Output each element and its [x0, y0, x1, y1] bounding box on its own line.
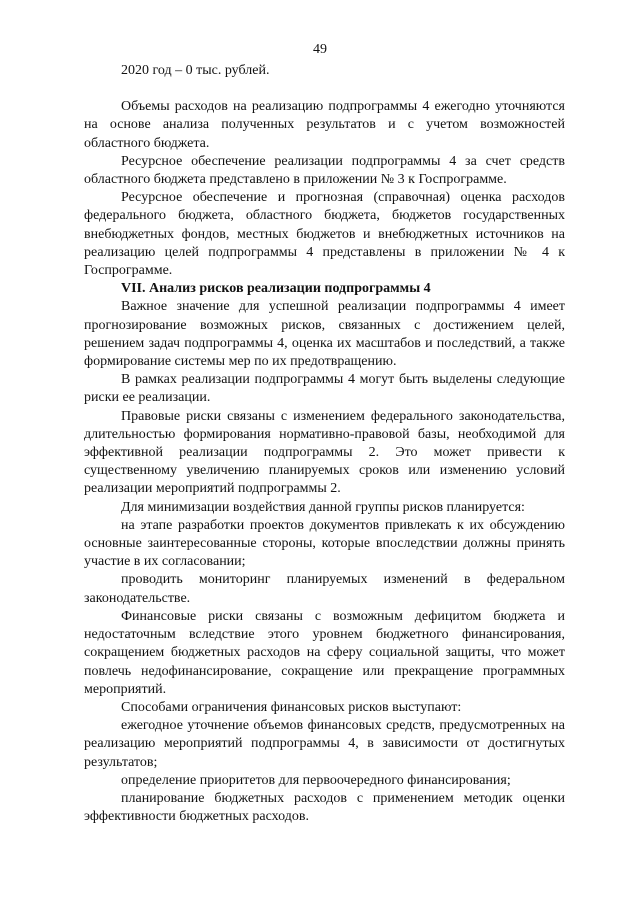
paragraph: 2020 год – 0 тыс. рублей. [121, 63, 270, 78]
paragraph: Объемы расходов на реализацию подпрограммы 4 ежегодно уточняются на основе анализа полученных результатов и с учетом возможностей областного бюджета. [84, 99, 565, 151]
paragraph: Ресурсное обеспечение реализации подпрограммы 4 за счет средств областного бюджета представлено в приложении № 3 к Госпрограмме. [84, 153, 565, 188]
paragraph: Ресурсное обеспечение и прогнозная (справочная) оценка расходов федерального бюджета, областного бюджета, бюджетов государственных внебюджетных фондов, местных бюджетов и внебюджетных источников на реализацию целей подпрограммы 4 представлены в приложении № 4 к Госпрограмме. [84, 190, 565, 279]
paragraph: Важное значение для успешной реализации подпрограммы 4 имеет прогнозирование возможных рисков, связанных с достижением целей, решением задач подпрограммы 4, оценка их масштабов и последствий, а также формирование системы мер по их предотвращению. [84, 299, 565, 370]
document-body [84, 62, 565, 826]
page-number: 49 [313, 42, 327, 57]
paragraph: планирование бюджетных расходов с применением методик оценки эффективности бюджетных расходов. [84, 790, 565, 825]
section-heading: VII. Анализ рисков реализации подпрограммы 4 [121, 281, 431, 297]
paragraph: ежегодное уточнение объемов финансовых средств, предусмотренных на реализацию мероприятий подпрограммы 4, в зависимости от достигнутых результатов; [84, 718, 565, 770]
paragraph: Для минимизации воздействия данной группы рисков планируется: [121, 499, 525, 515]
paragraph: проводить мониторинг планируемых изменений в федеральном законодательстве. [84, 572, 565, 606]
paragraph: определение приоритетов для первоочередного финансирования; [121, 772, 511, 788]
paragraph: Способами ограничения финансовых рисков выступают: [121, 699, 462, 715]
paragraph: Правовые риски связаны с изменением федерального законодательства, длительностью формирования нормативно-правовой базы, необходимой для эффективной реализации подпрограммы 2. Это может привести к существенному увеличению планируемых сроков или изменению условий реализации мероприятий подпрограммы 2. [84, 408, 565, 497]
paragraph: Финансовые риски связаны с возможным дефицитом бюджета и недостаточным вследствие этого уровнем бюджетного финансирования, сокращением бюджетных расходов на сферу социальной защиты, что может повлечь недофинансирование, сокращение или прекращение программных мероприятий. [84, 608, 565, 697]
paragraph: на этапе разработки проектов документов привлекать к их обсуждению основные заинтересованные стороны, которые впоследствии должны принять участие в их согласовании; [84, 517, 565, 570]
paragraph: В рамках реализации подпрограммы 4 могут быть выделены следующие риски ее реализации. [84, 372, 565, 406]
